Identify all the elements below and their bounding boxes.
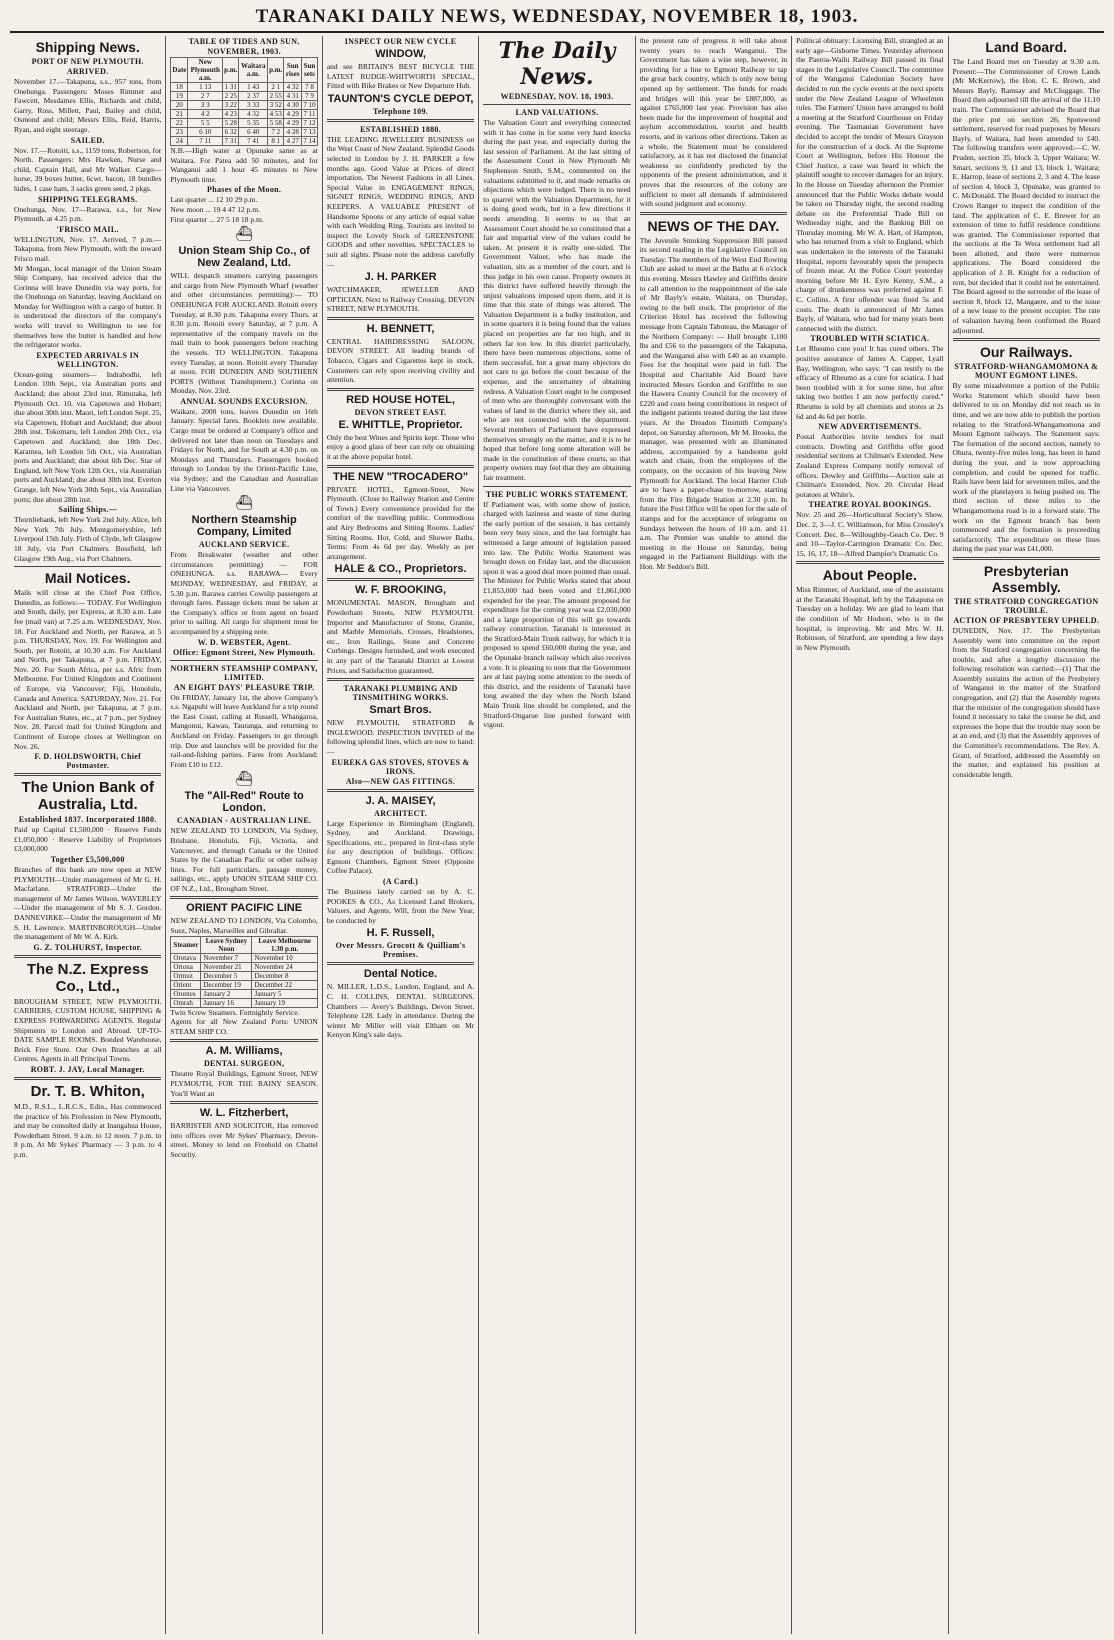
mail-heading: Mail Notices. bbox=[44, 570, 131, 587]
window-text: and see BRITAIN'S BEST BICYCLE THE LATEST RUDGE-WHITWORTH SPECIAL, Fitted with Bike Brakes or New Departure Hub. bbox=[326, 62, 475, 91]
tides-column-header: Sun sets bbox=[302, 58, 318, 83]
tides-heading: TABLE OF TIDES AND SUN. bbox=[188, 37, 300, 46]
table-cell: 6 10 bbox=[188, 128, 223, 137]
frisco-text: WELLINGTON, Nov. 17. Arrived, 7 p.m.—Takapuna, from New Plymouth, with the inward Frisco mail. bbox=[14, 234, 162, 263]
divider bbox=[483, 104, 630, 105]
table-cell: 1 13 bbox=[188, 83, 223, 92]
telegrams-text: Onehunga, Nov. 17—Rarawa, s.s., for New Plymouth, at 4.25 p.m. bbox=[14, 204, 162, 224]
table-cell: 4 2 bbox=[188, 110, 223, 119]
hale-heading: HALE & CO., Proprietors. bbox=[334, 563, 467, 576]
table-cell: 7 41 bbox=[239, 137, 268, 146]
table-cell: Ormuz bbox=[171, 971, 201, 980]
columns bbox=[10, 36, 1104, 1634]
column-2 bbox=[166, 36, 322, 1634]
frisco-heading: 'FRISCO MAIL. bbox=[56, 224, 119, 234]
date-line: WEDNESDAY, NOV. 18, 1903. bbox=[500, 92, 614, 101]
nss-subheading: AUCKLAND SERVICE. bbox=[198, 540, 290, 550]
moon-phases bbox=[170, 195, 317, 224]
taunton-heading: TAUNTON'S CYCLE DEPOT, bbox=[327, 92, 474, 105]
table-cell: 4 28 bbox=[284, 128, 302, 137]
bank-capital: Paid up Capital £1,500,000 · Reserve Funds £1,050,000 · Reserve Liability of Proprietors £3,000,000 bbox=[14, 825, 162, 854]
nss2-heading: NORTHERN STEAMSHIP COMPANY, LIMITED. bbox=[170, 663, 318, 682]
public-works-text: If Parliament was, with some show of justice, charged with laziness and waste of time during the early portion of the session, it has certainly been very busy since, and the last fortnight has witnessed a large amount of legislation passed into law. The Public Works Statement was brought down on Friday last, and the discussion upon it was a good deal more pointed than usual. The Minister for Public Works stated that about £1,853,000 had been voted and £1,861,000 expended for the year. The amount proposed for expenditure for the coming year was £2,030,000 and a large proportion of this will go towards railway construction. Taranaki is interested in the Stratford-Main Trunk railway, for which it is proposed to spend £60,000 during the year, and the Opunake branch railway which also receives a vote. It is pleasing to note that the Government are at last paying some attention to the needs of this district, and the residents of Taranaki have long awaited the day when the North Island Main Trunk line should be completed, and the Stratford-Ongarue line pushed forward with vigour. bbox=[483, 499, 631, 730]
news-text: The Juvenile Smoking Suppression Bill passed its second reading in the Legislative Council on Tuesday. The members of the West End Rowing Club are asked to meet at the Baths at 6 o'clock this evening. Messrs Hawley and Griffiths desire to call attention to the reappointment of the sale of Mr Bayly's estate, Waitara, on Thursday, owing to the bell stock. The proprietor of the Criterion Hotel has received the following message from Captain Tabuteau, the Manager of the Northern Company: — Hull brought 1,100 lbs and £56 to the passengers of the Takapuna, and the Wanganui also with £40 as an example. Fees for the hospital were paid in full. The Hospital and Charitable Aid Board have instructed Messrs Gordon and Griffiths to sue the Hawera County Council for the recovery of £220 and costs being contributions in respect of the indigent patients treated during the last three years. At the Dreadon Tinsmith Company's depot, on Saturday afternoon, Mr M. Brooks, the manager, was presented with an illuminated address, accompanied by a handsome gold watch and chain, from the employees of the company, on the occasion of his leaving New Plymouth for Auckland. The local Harrier Club are to have a paper-chase to-morrow, starting from the Fire Brigade Station at 2.30 p.m. In future the Post Office will be open for the sale of stamps and for the acceptance of telegrams on Sundays between the hours of 10 a.m. and 11 a.m. The Premier was unable to attend the meeting in the House on Saturday, being engaged in the Parliament Buildings with the Hon. Mr Seddon's Bill. bbox=[639, 235, 788, 571]
divider bbox=[953, 557, 1100, 560]
schedule-row bbox=[171, 962, 317, 971]
established-line: ESTABLISHED 1880. bbox=[360, 124, 442, 134]
expected-heading: EXPECTED ARRIVALS IN WELLINGTON. bbox=[36, 350, 140, 369]
table-cell: 7 31 bbox=[224, 137, 237, 145]
nss2-subheading: AN EIGHT DAYS' PLEASURE TRIP. bbox=[173, 682, 315, 692]
table-cell: 4 27 bbox=[284, 137, 302, 146]
table-cell: 4 29 bbox=[284, 119, 302, 128]
table-cell: 5 35 bbox=[239, 119, 268, 128]
divider bbox=[327, 678, 474, 681]
divider bbox=[14, 955, 161, 958]
table-cell: 7 2 bbox=[268, 128, 284, 137]
sciatica-text: Let Rheumo cure you! It has cured others. The positive assurance of James A. Capper, Lyall Bay, Wellington, who says: "I can testify to the efficacy of Rheumo as a cure for sciatica. I had been troubled with it for some time, but after taking two bottles I am now perfectly cured." Rheumo is sold by all chemists and stores at 2s 6d and 4s 6d per bottle. bbox=[796, 344, 944, 421]
table-cell: January 2 bbox=[201, 989, 252, 998]
redhouse-heading: RED HOUSE HOTEL, bbox=[346, 393, 455, 406]
table-cell: Orient bbox=[171, 980, 201, 989]
table-cell: 4 29 bbox=[284, 110, 302, 119]
table-cell: 6 32 bbox=[224, 128, 237, 136]
tides-row bbox=[171, 92, 317, 101]
orient-schedule bbox=[170, 936, 317, 1008]
table-cell: 7 14 bbox=[303, 137, 316, 145]
sailed-label: SAILED. bbox=[70, 135, 105, 145]
smart-heading: Smart Bros. bbox=[369, 704, 432, 717]
whittle-heading: E. WHITTLE, Proprietor. bbox=[338, 418, 463, 431]
parker-heading: J. H. PARKER bbox=[364, 271, 437, 284]
table-cell: 1 43 bbox=[239, 83, 268, 92]
bank-established: Established 1837. Incorporated 1880. bbox=[18, 815, 157, 825]
table-cell: 3 52 bbox=[269, 101, 282, 109]
table-cell: November 24 bbox=[252, 962, 317, 971]
schedule-row bbox=[171, 953, 317, 962]
tides-table bbox=[170, 57, 317, 146]
table-cell: 4 53 bbox=[269, 110, 282, 118]
steamship-icon: ⛴ bbox=[235, 496, 254, 512]
theatre-text: Nov. 25 and 26—Horticultural Society's Show. Dec. 2, 3—J. C. Williamson, for Miss Crossley's Concert. Dec. 8—Willoughby-Geach Co. Dec. 9 and 10—Taylor-Carrington Dramatic Co. Dec. 15, 16, 17, 18—Alfred Dampier's Dramatic Co. bbox=[796, 510, 944, 558]
fitzherbert-heading: W. L. Fitzherbert, bbox=[199, 1107, 289, 1120]
table-cell: 5 28 bbox=[224, 119, 237, 127]
shipping-heading: Shipping News. bbox=[35, 39, 140, 55]
table-cell: 4 23 bbox=[224, 110, 237, 118]
table-cell: 3 22 bbox=[224, 101, 237, 109]
schedule-row bbox=[171, 989, 317, 998]
table-cell: 4 32 bbox=[239, 110, 268, 119]
trocadero-heading: THE NEW "TROCADERO" bbox=[333, 470, 469, 483]
divider bbox=[170, 660, 317, 661]
tides-column-header: Waitara a.m. bbox=[239, 58, 268, 83]
new-ads-text: Postal Authorities invite tenders for mail contracts. Dowling and Griffiths offer good residential sections at Chilman's Extended. New Zealand Express Company notify removal of offices. Dowley and Griffiths—Auction sale at Chilman's Extended, Nov. 20. Circular Head potatoes at White's. bbox=[796, 432, 944, 499]
article-continued: the present rate of progress it will take about twenty years to reach Wanganui. The Government has taken a wise step, however, in providing for a line to Egmont Railway to tap the great back country, which is only now being opened up by settlement. The funds for roads and bridges will this year be £887,000, as against £765,000 last year. Provision has also been made for the improvement of hospital and asylum accommodation, tourist and health resorts, and in various other directions. Taken as a whole, the Statement must be considered satisfactory, as it has not disclosed the financial weakness so confidently predicted by the opponents of the present administration, and it proves that the resources of the colony are sufficient to meet all demands if administered with sound judgment and economy. bbox=[639, 36, 788, 209]
column-6 bbox=[792, 36, 948, 1634]
divider bbox=[170, 896, 317, 899]
table-cell: 22 bbox=[171, 119, 188, 128]
russell-text: Over Messrs. Grocott & Quilliam's Premises. bbox=[335, 941, 466, 960]
table-cell: January 5 bbox=[252, 989, 317, 998]
railways-heading: Our Railways. bbox=[979, 344, 1073, 361]
presbyterian-heading: Presbyterian Assembly. bbox=[983, 562, 1069, 595]
table-cell: December 5 bbox=[201, 971, 252, 980]
divider bbox=[327, 388, 474, 391]
nss-text: From Breakwater (weather and other circumstances permitting) — FOR ONEHUNGA. s.s. RARAWA— Every MONDAY, WEDNESDAY, and FRIDAY, at 5.30 p.m. Rarawa carries Cowslip passengers at through fares. Passage tickets must be taken at the Company's office or from agent on board prior to sailing. All cargo for shipment must be accompanied by a shipping note. bbox=[170, 550, 318, 636]
table-cell: January 16 bbox=[201, 998, 252, 1007]
divider bbox=[170, 1039, 317, 1042]
moon-phase-row: New moon ... 19 4 47 12 p.m. bbox=[170, 204, 261, 214]
moon-phase-row: First quarter ... 27 5 18 18 p.m. bbox=[170, 214, 264, 224]
tides-row bbox=[171, 137, 317, 146]
divider bbox=[796, 561, 943, 564]
window-heading: WINDOW, bbox=[375, 48, 426, 60]
table-cell: 5 5 bbox=[188, 119, 223, 128]
railways-text: By some misadventure a portion of the Public Works Statement which should have been delivered to us on Monday did not reach us in time, and we are now able to publish the portion relating to the Stratford-Whangamomona and Mount Egmont railways. The Statement says: The formation of the second section, namely to Ohura, twenty-five miles long, has been in hand during the year, and is now approaching completion, and could be opened for traffic. Rails have been laid for seventeen miles, and the work of the platelayers is being pushed on. The third section of three miles to the Whangamomona road is in a forward state. The work on the Egmont branch has been commenced and the formation is proceeding satisfactorily. The expenditure on these lines during the past year was £41,000. bbox=[952, 381, 1100, 554]
tides-column-header: Sun rises bbox=[284, 58, 302, 83]
doctor-heading: Dr. T. B. Whiton, bbox=[30, 1082, 145, 1100]
tides-note: N.B.—High water at Opunake same as at Waitara. For Patea add 50 minutes, and for Wanganui add 1 hour 45 minutes to New Plymouth time. bbox=[170, 146, 318, 184]
canadian-text: NEW ZEALAND TO LONDON, Via Sydney, Brisbane, Honolulu, Fiji, Victoria, and Vancouver, and through Canada or the United States by the Canadian Pacific or other railway lines. For full particulars, passage money, sailings, etc., apply UNION STEAM SHIP CO. OF N.Z., Ltd., Brougham Street. bbox=[170, 826, 318, 893]
eureka-text: Also—NEW GAS FITTINGS. bbox=[345, 776, 456, 786]
telegrams-heading: SHIPPING TELEGRAMS. bbox=[38, 194, 138, 204]
table-cell: December 19 bbox=[201, 980, 252, 989]
williams-heading: A. M. Williams, bbox=[205, 1045, 283, 1058]
divider bbox=[14, 566, 161, 567]
eureka-heading: EUREKA GAS STOVES, STOVES & IRONS. bbox=[331, 757, 470, 776]
column-7 bbox=[949, 36, 1104, 1634]
orient-note: Twin Screw Steamers. Fortnightly Service. bbox=[170, 1007, 300, 1017]
table-cell: 2 7 bbox=[188, 92, 223, 101]
table-cell: December 22 bbox=[252, 980, 317, 989]
table-cell: 8 1 bbox=[268, 137, 284, 146]
table-cell: 4 32 bbox=[284, 83, 302, 92]
table-cell: 7 9 bbox=[302, 92, 318, 101]
table-cell: 23 bbox=[171, 128, 188, 137]
cycle-heading: INSPECT OUR NEW CYCLE bbox=[344, 37, 457, 46]
williams-text: Theatre Royal Buildings, Egmont Street, NEW PLYMOUTH, FOR THE RAINY SEASON. You'll Want an bbox=[170, 1069, 318, 1098]
table-cell: 4 30 bbox=[284, 101, 302, 110]
sailing-text: Thornliebank, left New York 2nd July. Alice, left New York 7th July. Montgomeryshire, left Liverpool 15th July. Firth of Clyde, left Glasgow 18 July, via Port Chalmers. Bossfield, left Glasgow 19th Aug., via Port Chalmers. bbox=[14, 515, 162, 563]
table-cell: 1 31 bbox=[224, 83, 237, 91]
divider bbox=[640, 212, 787, 215]
steamship-icon: ⛴ bbox=[235, 772, 254, 788]
doctor-text: M.D., R.S.L., L.R.C.S., Edin., Has commenced the practice of his Profession in New Plymouth, and may be consulted daily at Inangahua House, Powderham Street. 9 a.m. to 12 noon. 7 p.m. to 8 p.m. At Mr Sykes' Pharmacy — 3 p.m. to 4 p.m. bbox=[14, 1101, 162, 1159]
railways-subheading: STRATFORD-WHANGAMOMONA & MOUNT EGMONT LINES. bbox=[954, 362, 1099, 381]
article-heading: LAND VALUATIONS. bbox=[515, 108, 599, 117]
table-cell: 21 bbox=[171, 110, 188, 119]
whittle-text: Only the best Wines and Spirits kept. Those who enjoy a good glass of beer can rely on obtaining it at the above popular hotel. bbox=[326, 432, 475, 462]
tides-month: NOVEMBER, 1903. bbox=[207, 47, 281, 56]
table-cell: January 19 bbox=[252, 998, 317, 1007]
nss-office: Office: Egmont Street, New Plymouth. bbox=[173, 647, 316, 657]
excursion-text: Waikare, 2000 tons, leaves Dunedin on 16th January. Special fares. Booklets now available. Cargo must be ordered at Company's office and delivered not later than noon on Tuesdays and Fridays for North, and for South at 4.30 p.m. on Mondays and Thursdays. Passengers booked through to London by the Orient-Pacific Line, via Sydney; and the Canadian and Australian Line via Vancouver. bbox=[170, 406, 318, 493]
tides-row bbox=[171, 128, 317, 137]
divider bbox=[170, 1101, 317, 1104]
table-cell: November 7 bbox=[201, 953, 252, 962]
schedule-row bbox=[171, 971, 317, 980]
tides-row bbox=[171, 101, 317, 110]
tides-column-header: p.m. bbox=[268, 58, 284, 83]
table-cell: 7 11 bbox=[303, 110, 316, 118]
parker-trade: WATCHMAKER, JEWELLER AND OPTICIAN, Next to Railway Crossing, DEVON STREET, NEW PLYMOUTH. bbox=[326, 285, 475, 314]
table-cell: November 21 bbox=[201, 962, 252, 971]
divider bbox=[483, 486, 630, 487]
express-manager: ROBT. J. JAY, Local Manager. bbox=[30, 1064, 145, 1074]
smart-text: NEW PLYMOUTH, STRATFORD & INGLEWOOD. INSPECTION INVITED of the following splendid lines, which are now to hand:— bbox=[326, 718, 475, 756]
allred-heading: The "All-Red" Route to London. bbox=[184, 790, 304, 815]
table-cell: 2 25 bbox=[224, 92, 237, 100]
table-cell: 3 3 bbox=[188, 101, 223, 110]
news-continued: Political obituary: Licensing Bill, strangled at an early age—Gisborne Times. Yesterday afternoon the Paeroa-Waihi Railway Bill passed its final stages in the Legislative Council. The committee of the Wanganui Caledonian Society have decided to run the cycle events at the next sports under the New Zealand League of Wheelmen rules. The Farmers' Union have arranged to hold a meeting at the Stratford Courthouse on Friday evening. The Tasmanian Government have decided to accept the tender of Messrs Grayson for the construction of a dock. At the Supreme Court at Wellington, before His Honour the Chief Justice, a case was heard in which the plaintiff sought to recover damages for an injury. In the House on Tuesday afternoon the Premier announced that the Public Works debate would be taken on Thursday night, the second reading debate on the Preferential Trade Bill on Wednesday night, and the Banking Bill on Thursday morning. Mr W. A. Hart, of Hampton, who has returned from a visit to England, which was undertaken in the interests of the Taranaki Hospital, reports favourably upon the prospects of frozen meat. At the Police Court yesterday morning before Mr H. Eyre Kenny, S.M., a charge of drunkenness was preferred against F. C. Collins. A first offender was fined 5s and costs. The death is announced of Mr James Bayly, of Waitara, who had for many years been connected with the district. bbox=[796, 36, 944, 333]
pookes-text: The Business lately carried on by A. C. POOKES & CO., As Licensed Land Brokers, Valuers, and Agents, Will, from the New Year, be conducted by bbox=[326, 887, 475, 925]
public-works-heading: THE PUBLIC WORKS STATEMENT. bbox=[485, 489, 629, 499]
tides-row bbox=[171, 110, 317, 119]
new-ads-heading: NEW ADVERTISEMENTS. bbox=[818, 422, 922, 432]
presbyterian-subheading-2: ACTION OF PRESBYTERY UPHELD. bbox=[953, 615, 1100, 625]
orient-heading: ORIENT PACIFIC LINE bbox=[186, 902, 303, 915]
nss2-text: On FRIDAY, January 1st, the above Company's s.s. Ngapuhi will leave Auckland for a trip round the East Coast, calling at Russell, Whangaroa, Mangonui, Kawau, Tauranga, and returning to Auckland on Friday. Passengers to go through trip. Due and launches will be provided for the rail-and-fishing parties. Fares from Auckland: From £10 to £12. bbox=[170, 692, 318, 769]
excursion-heading: ANNUAL SOUNDS EXCURSION. bbox=[180, 396, 308, 406]
land-board-heading: Land Board. bbox=[985, 39, 1068, 55]
dental-heading: Dental Notice. bbox=[363, 968, 438, 981]
maisey-subheading: ARCHITECT. bbox=[374, 808, 427, 818]
table-cell: 20 bbox=[171, 101, 188, 110]
table-cell: 19 bbox=[171, 92, 188, 101]
divider bbox=[327, 578, 474, 581]
trocadero-text: PRIVATE HOTEL, Egmont-Street, New Plymouth. (Close to Railway Station and Centre of Town.) Every convenience provided for the comfort of the travelling public. Commodious and Airy Bedrooms and Sitting Rooms. Ladies' Sitting Rooms. Hot, Cold, and Shower Baths. Terms: From 4s 6d per day. Weekly as per arrangement. bbox=[326, 484, 475, 561]
fitzherbert-text: BARRISTER AND SOLICITOR, Has removed into offices over Mr Sykes' Pharmacy, Devon-street. Money to lend on Freehold on Chattel Security. bbox=[170, 1121, 318, 1159]
divider bbox=[327, 962, 474, 965]
mail-text: Mails will close at the Chief Post Office, Dunedin, as follows:— TODAY. For Wellington and South, daily, per Express, at 8.30 a.m. Late fee (mail van) at 7.25 a.m. WEDNESDAY, Nov. 18. For Auckland and North, per Rarawa, at 5 p.m. THURSDAY, Nov. 19. For Wellington and South, per Rotoiti, at 10.30 a.m. For Auckland and North, per Takapuna, at 7 p.m. FRIDAY, Nov. 20. For South Africa, per s.s. Afric from Melbourne. For United Kingdom and Continent of Europe, via Vancouver; Fiji, Honolulu, Canada and America. SATURDAY, Nov. 21. For Auckland and North, per Takapuna, at 7 p.m. For Australian States, etc., at 7 p.m., per Sydney Nov. 28. Parcel mail for United Kingdom and Continent of Europe closes at Wellington on Nov. 26. bbox=[14, 588, 162, 751]
arrived-label: ARRIVED. bbox=[66, 67, 109, 76]
divider bbox=[327, 789, 474, 792]
table-cell: 7 12 bbox=[303, 119, 316, 127]
article-text: The Valuation Court and everything connected with it has come in for some very hard knocks during the past year, and especially during the last session of Parliament. At the last sitting of the Assessment Court in New Plymouth Mr Stephenson Smith, S.M., commented on the valuations submitted to it, and made remarks on objections which were lodged. There is no need to quarrel with the Valuation Department, for it is doing good work, but in a few directions it needs amending. It seems to us that an Assessment Court should be so constituted that a fair and impartial view of the values could be taken. At present it is really one-sided. The Government Valuer, who has made the valuation, sits as a member of the court, and is thus judge in his own cause. Property owners in this district have suffered heavily through the unjust valuations imposed upon them, and it is time that this state of things was altered. The Valuation Department is a bulky institution, and in some quarters it is being found that the values placed on properties are far too high, and in others far too low. In this district particularly, there have been numerous objections, some of them successful, but a great many objectors do not care to go before the court because of the expense, and the uncertainty of obtaining redress. A Valuation Court ought to be composed of men who are thoroughly conversant with the values of land in the district where they sit, and who are not connected with the department. Several members of Parliament have expressed themselves strongly on the matter, and it is to be hoped that before long some alteration will be made in the constitution of these courts, so that property owners may feel that they are obtaining fair treatment. bbox=[483, 118, 631, 482]
tides-column-header: New Plymouth a.m. bbox=[188, 58, 223, 83]
taunton-phone: Telephone 109. bbox=[373, 106, 429, 116]
table-cell: Omrah bbox=[171, 998, 201, 1007]
table-cell: 7 10 bbox=[303, 101, 316, 109]
russell-heading: H. F. Russell, bbox=[366, 927, 435, 940]
table-cell: Orontes bbox=[171, 989, 201, 998]
expected-text: Ocean-going steamers— Indrabodhi, left London 10th Sept., via Australian ports and Auckland; due about 23rd inst. Rimutaka, left Plymouth Oct. 10, via Capetown and Hobart; due about 30th inst. Maori, left London Sept. 25, via Capetown, Hobart and Auckland; due about 28th inst. Tokomaru, left London 20th Oct., via Capetown and Auckland; due 18th Dec. Karamea, left London 5th Oct., via Australian ports and Auckland; due about 6th Dec. Star of England, left New York 12th Oct., via Australian ports and Auckland; due about 30th inst. Everton Grange, left New York 30th Sept., via Australian ports; due about 28th inst. bbox=[14, 369, 162, 504]
column-5 bbox=[636, 36, 792, 1634]
bennett-heading: H. BENNETT, bbox=[366, 322, 435, 335]
table-cell: Ortona bbox=[171, 962, 201, 971]
table-cell: 2 1 bbox=[268, 83, 284, 92]
orient-agents: Agents for all New Zealand Ports: UNION STEAM SHIP CO. bbox=[170, 1017, 318, 1036]
schedule-column-header: Leave Sydney Noon bbox=[201, 936, 252, 953]
plumbing-heading: TARANAKI PLUMBING AND TINSMITHING WORKS. bbox=[343, 684, 458, 703]
moon-heading: Phases of the Moon. bbox=[207, 185, 282, 195]
express-heading: The N.Z. Express Co., Ltd., bbox=[26, 960, 149, 995]
port-line: PORT OF NEW PLYMOUTH. bbox=[31, 57, 144, 66]
schedule-column-header: Leave Melbourne 1.30 p.m. bbox=[252, 936, 317, 953]
sailed-text: Nov. 17.—Rotoiti, s.s., 1159 tons, Robertson, for North. Passengers: Mrs Hawken, Nurse and child, Captain Hall, and Mr Walker. Cargo—horse, 39 boxes butter, 6cwt. bacon, 18 bundles hides, 1 case ham, 3 sacks green seed, 2 pkgs. bbox=[14, 145, 162, 193]
tides-column-header: Date bbox=[171, 58, 188, 83]
divider bbox=[14, 1077, 161, 1080]
bennett-text: CENTRAL HAIRDRESSING SALOON, DEVON STREET. All leading brands of Tobacco, Cigars and Cigarettes kept in stock. Customers can rely upon receiving civility and attention. bbox=[326, 336, 475, 385]
brooking-heading: W. F. BROOKING, bbox=[355, 584, 447, 597]
sailing-heading: Sailing Ships.— bbox=[58, 505, 118, 515]
williams-subheading: DENTAL SURGEON, bbox=[203, 1059, 285, 1069]
parker-intro: THE LEADING JEWELLERY BUSINESS on the West Coast of New Zealand. Splendid Goods selected in London by J. H. PARKER a few months ago. Good Value at Prices of direct importation. The Newest Fashions in all Lines. Special Value in ENGAGEMENT RINGS, SIGNET RINGS, WEDDING RINGS, AND KEEPERS. A VALUABLE PRESENT of Handsome Spoons or any article of equal value with each Wedding Ring. Tourists are invited to inspect the Lovely Stock of GREENSTONE GOODS and other novelties. SPECTACLES to suit all sights. Please note the address carefully— bbox=[326, 134, 475, 269]
table-cell: 6 40 bbox=[239, 128, 268, 137]
nss-heading: Northern Steamship Company, Limited bbox=[191, 514, 297, 539]
steamship-icon: ⛴ bbox=[235, 227, 254, 243]
card-label: (A Card.) bbox=[382, 877, 419, 887]
people-text: Miss Rimmer, of Auckland, one of the assistants at the Taranaki Hospital, left by the Takapuna on Tuesday on a holiday. We are glad to learn that the condition of Mr Hodson, who is in the hospital, is improving. Mr and Mrs W. H. Robinson, of Stratford, are spending a few days in New Plymouth. bbox=[796, 585, 944, 652]
paper-title: The Daily News. bbox=[498, 38, 616, 90]
tides-row bbox=[171, 83, 317, 92]
uss-heading: Union Steam Ship Co., of New Zealand, Ltd. bbox=[178, 245, 310, 270]
table-cell: 18 bbox=[171, 83, 188, 92]
land-board-text: The Land Board met on Tuesday at 9.30 a.m. Present:—The Commissioner of Crown Lands (Mr McKerrow), the Hon. C. E. Brown, and Messrs Bayly, Ramsay and McCluggage. The Board then adjourned till the arrival of the 11.10 train. The Commissioner advised the Board that the price put on section 26, Spotswood settlement, reserved for road purposes by Messrs Bayly, of Waitara, had been amended to £40. The following transfers were approved:—C. W. Pruden, section 35, block 3, Upper Waitara; W. Smart, sections 9, 11 and 13, block 1, Waitara; E. Harrop, lease of sections 2, 3 and 4. The lease of section 4, block 3, Opunake, was granted to C. McDonald. The Board decided to instruct the Crown Ranger to inspect the condition of the land. The application of C. E. Brewer for an extension of time to fulfil residence conditions was granted. The Commissioner reported that the sections at the Te Wera settlement had all been allotted, and there were numerous applications. The Board considered the application of J. B. Knight for a reduction of rent, but decided that it could not be entertained. The Board agreed to the surrender of the lease of section 8, block 12, Mangaere, and to the issue of a new lease to the present occupier. The rate of valuation having been confirmed the Board adjourned. bbox=[952, 57, 1100, 335]
union-text: Mr Morgan, local manager of the Union Steam Ship Company, has received advice that the Corinna will leave Dunedin via way ports, for the Onehunga on Saturday, leaving Auckland on Monday for Wellington with a cargo of butter. It is understood the directors of the company's works will travel to Wellington to see for themselves how the butter is handled and how the refrigerator works. bbox=[14, 263, 162, 350]
sciatica-heading: TROUBLED WITH SCIATICA. bbox=[810, 334, 930, 344]
nss-agent: W. D. WEBSTER, Agent. bbox=[197, 637, 291, 647]
bank-total: Together £5,500,000 bbox=[50, 855, 125, 864]
bank-heading: The Union Bank of Australia, Ltd. bbox=[21, 779, 154, 814]
presbyterian-text: DUNEDIN, Nov. 17. The Presbyterian Assembly went into committee on the report from the Stratford congregation concerning the trouble, and after a lengthy discussion the following resolution was carried:—(1) That the Assembly sustains the action of the Presbytery of Wanganui in the matter of the Stratford congregation, and (2) that the Assembly regrets that the minister of the congregation should have found it necessary to take the course he did, and expresses the hope that the trouble may soon be at an end, and (3) that the Assembly approves of the Committee's recommendations. The Rev. A. Grant, of Stratford, addressed the Assembly on the matter, and explained his position at considerable length. bbox=[952, 625, 1100, 779]
divider bbox=[327, 119, 474, 122]
redhouse-address: DEVON STREET EAST. bbox=[354, 407, 447, 417]
brooking-text: MONUMENTAL MASON, Brougham and Powderham Streets, NEW PLYMOUTH. Importer and Manufacturer of Stone, Granite, and Marble Memorials, Crosses, Headstones, etc., Iron Railings, Stone and Concrete Curbings. Designs furnished, and work executed in any part of the Taranaki District at Lowest Prices, and Satisfaction guaranteed. bbox=[326, 598, 475, 675]
divider bbox=[327, 317, 474, 320]
schedule-row bbox=[171, 998, 317, 1007]
divider bbox=[14, 773, 161, 776]
bank-branches: Branches of this bank are now open at NEW PLYMOUTH—Under management of Mr G. H. Macfarlane. STRATFORD—Under the management of Mr James Wilson. WAVERLEY—Under the management of Mr S. J. Gordon. DANNEVIRKE—Under the management of Mr S. H. Lawrence. MARTINBOROUGH—Under the management of Mr W. A. Kirk. bbox=[14, 865, 162, 942]
table-cell: 5 58 bbox=[269, 119, 282, 127]
table-cell: November 10 bbox=[252, 953, 317, 962]
presbyterian-subheading: THE STRATFORD CONGREGATION TROUBLE. bbox=[954, 596, 1099, 615]
dental-text: N. MILLER, L.D.S., London, England, and A. C. H. COLLINS, DENTAL SURGEONS. Chambers — Avery's Buildings, Devon Street. Telephone 128. Lady in attendance. During the winter Mr Miller will visit Eltham on Mr Kenyon King's sale days. bbox=[326, 982, 475, 1040]
table-cell: 7 11 bbox=[188, 137, 223, 146]
postmaster-signature: F. D. HOLDSWORTH, Chief Postmaster. bbox=[34, 752, 142, 771]
table-cell: 24 bbox=[171, 137, 188, 146]
tides-row bbox=[171, 119, 317, 128]
schedule-column-header: Steamer bbox=[171, 936, 201, 953]
column-3 bbox=[323, 36, 479, 1634]
maisey-text: Large Experience in Birmingham (England), Sydney, and Auckland. Drawings, Specifications, etc., prepared in first-class style for any description of buildings. Offices: Egmont Chambers, Egmont Street (Opposite Coffee Palace). bbox=[326, 818, 475, 876]
express-text: BROUGHAM STREET, NEW PLYMOUTH. CARRIERS, CUSTOM HOUSE, SHIPPING & EXPRESS FORWARDING AGENTS. Regular Shipments to London and Abroad. UP-TO-DATE SAMPLE ROOMS. Bonded Warehouse, Brick Free Store. Our Own Branches at all Centres. Agents in all Principal Towns. bbox=[14, 996, 162, 1064]
table-cell: Orotava bbox=[171, 953, 201, 962]
table-cell: 7 13 bbox=[303, 128, 316, 136]
divider bbox=[327, 465, 474, 468]
table-cell: 4 31 bbox=[284, 92, 302, 101]
news-heading: NEWS OF THE DAY. bbox=[647, 217, 780, 234]
column-1 bbox=[10, 36, 166, 1634]
canadian-heading: CANADIAN - AUSTRALIAN LINE. bbox=[176, 816, 312, 826]
table-cell: December 8 bbox=[252, 971, 317, 980]
theatre-heading: THEATRE ROYAL BOOKINGS. bbox=[808, 500, 932, 510]
column-4 bbox=[479, 36, 635, 1634]
table-cell: 7 8 bbox=[302, 83, 318, 92]
table-cell: 2 55 bbox=[269, 92, 282, 100]
uss-text: WILL despatch steamers carrying passengers and cargo from New Plymouth Wharf (weather and other circumstances permitting):— TO ONEHUNGA FOR AUCKLAND. Rotoiti every Tuesday, at 8.30 p.m. Takapuna every Thurs. at 8.30 p.m. Rotoiti every Saturday, at 7 p.m. A representative of the company travels on the mail train to book passengers before reaching the vessels. TO WELLINGTON. Takapuna every Tuesday, at noon. Rotoiti every Thursday at noon. FOR DUNEDIN AND SOUTHERN PORTS (Without Transhipment.) Corinna on Monday, Nov. 23rd. bbox=[170, 271, 318, 396]
bank-inspector: G. Z. TOLHURST, Inspector. bbox=[33, 942, 143, 952]
table-cell: 3 33 bbox=[239, 101, 268, 110]
table-cell: 2 37 bbox=[239, 92, 268, 101]
arrived-text: November 17.—Takapuna, s.s., 957 tons, from Onehunga. Passengers: Moses Rimmer and Fawcett, Mesdames Ellis, Richards and child, Garry, Ross, Millett, Paul, Bailey and child, Osmond and child; Messrs Ellis, Reid, Harris, Ryan, and eight steerage. bbox=[14, 77, 162, 134]
schedule-row bbox=[171, 980, 317, 989]
moon-phase-row: Last quarter ... 12 10 29 p.m. bbox=[170, 195, 258, 205]
orient-text: NEW ZEALAND TO LONDON, Via Colombo, Suez, Naples, Marseilles and Gibraltar. bbox=[170, 916, 318, 936]
divider bbox=[953, 338, 1100, 341]
masthead: TARANAKI DAILY NEWS, WEDNESDAY, NOVEMBER 18, 1903. bbox=[10, 6, 1104, 33]
maisey-heading: J. A. MAISEY, bbox=[365, 794, 436, 807]
people-heading: About People. bbox=[822, 567, 917, 584]
tides-column-header: p.m. bbox=[223, 58, 239, 83]
